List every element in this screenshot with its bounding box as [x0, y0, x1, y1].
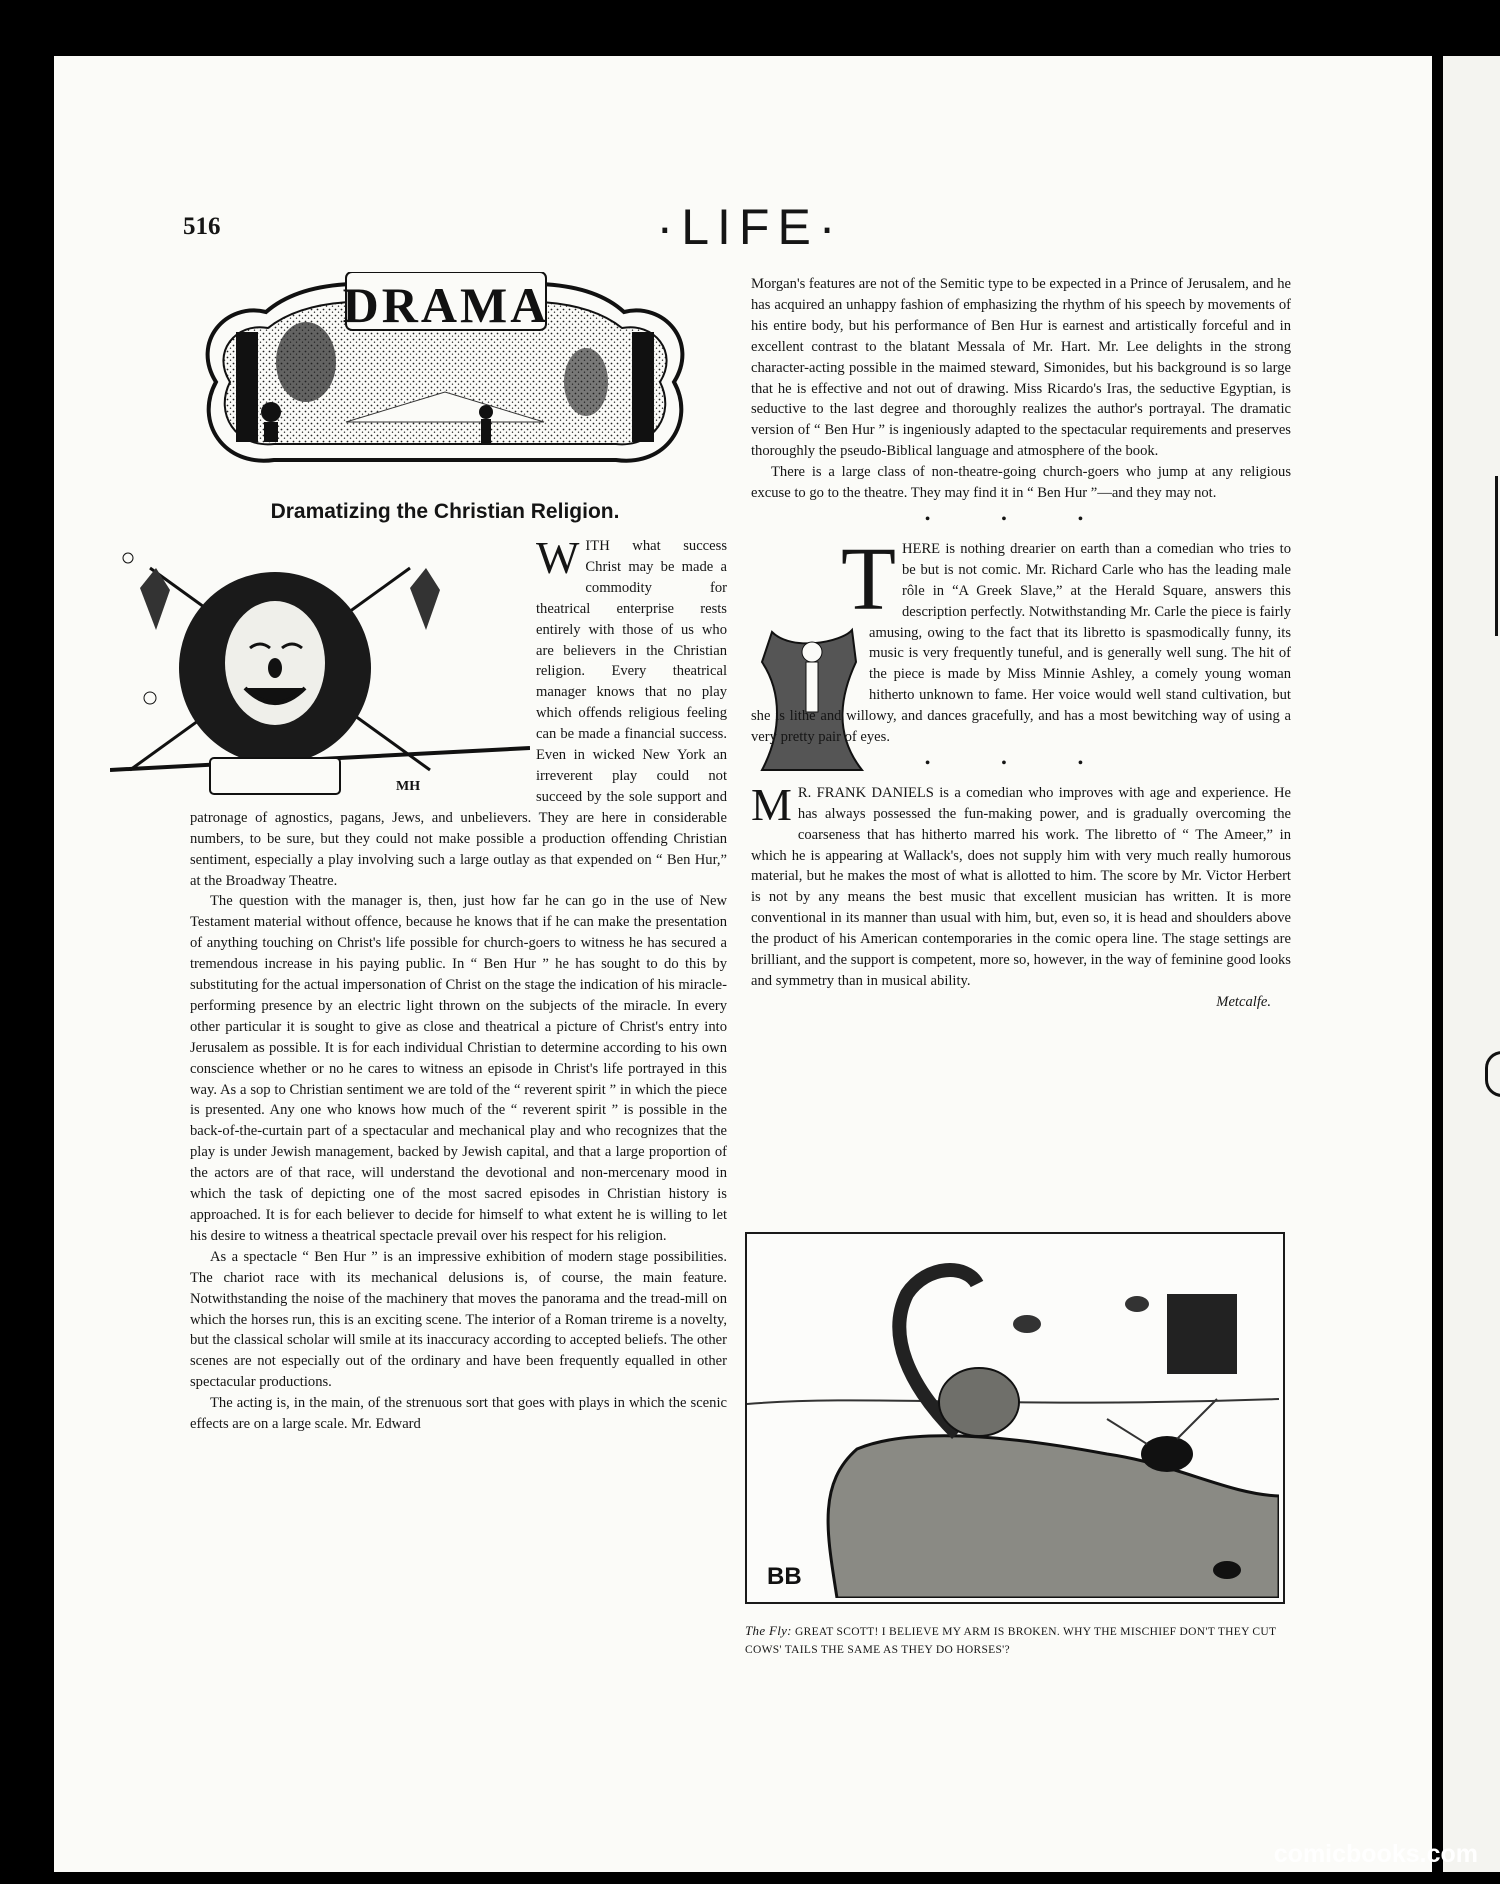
- masthead: ·LIFE·: [656, 199, 844, 255]
- watermark: comicbooks.com: [1273, 1840, 1478, 1868]
- page-number: 516: [183, 213, 221, 240]
- article-paragraph: There is a large class of non-theatre-going church-goers who jump at any religious excuse to go to the theatre. They may find it in “ Ben Hur ”—and they may not.: [751, 464, 1291, 502]
- article-paragraph: As a spectacle “ Ben Hur ” is an impressive exhibition of modern stage possibilities. The chariot race with its mechanical delusions is, of course, the main feature. Notwithstanding the noise of the machinery that moves the panorama and the tread-mill on which the horses run, this is an exciting scene. The interior of a Roman trireme is a novelty, but the classical scholar will smile at its inaccuracy according to accepted beliefs. The other scenes are not especially out of the ordinary and have been frequently equalled in other spectacular productions.: [190, 1248, 727, 1391]
- article-title: Dramatizing the Christian Religion.: [270, 500, 620, 523]
- adjacent-page-mark: [1495, 476, 1500, 636]
- drop-cap: M: [751, 778, 792, 830]
- section-separator: • • •: [925, 755, 1117, 771]
- drama-header-illustration: [196, 272, 694, 474]
- cartoon-drawing: [747, 1234, 1279, 1598]
- cartoon-illustration: [745, 1232, 1285, 1604]
- article-paragraph: The acting is, in the main, of the strenuous sort that goes with plays in which the scenic effects are on a large scale. Mr. Edward: [190, 1395, 727, 1433]
- drop-cap: T: [841, 529, 896, 629]
- section-separator: • • •: [925, 511, 1117, 527]
- cartoon-speaker: The Fly:: [745, 1623, 792, 1638]
- author-signature: Metcalfe.: [1216, 993, 1271, 1010]
- adjacent-page-edge: [1443, 56, 1500, 1872]
- adjacent-page-mark: [1485, 1051, 1500, 1097]
- drop-cap: W: [536, 532, 580, 583]
- article-column-right: [751, 274, 1291, 1013]
- cartoon-caption-text: GREAT SCOTT! I BELIEVE MY ARM IS BROKEN. WHY THE MISCHIEF DON'T THEY CUT COWS' TAILS THE SAME AS THEY DO HORSES'?: [745, 1626, 1277, 1656]
- cartoon-monogram: BB: [767, 1563, 802, 1590]
- article-paragraph: The question with the manager is, then, just how far he can go in the use of New Testament material without offence, because he knows that if he can make the presentation of anything touching on Christ's life possible for church-goers to witness he has secured a tremendous increase in his paying public. In “ Ben Hur ” he has sought to do this by substituting for the actual impersonation of Christ on the stage the indication of his miracle-performing presence by an electric light thrown on the subjects of the miracle. In every other particular it is sought to give as close and theatrical a picture of Christ's entry into Jerusalem as possible. It is for each individual Christian to determine according to his own conscience whether or no he cares to witness an episode in Christ's life portrayed in this way. As a sop to Christian sentiment we are told of the “ reverent spirit ” in which the piece is presented. Any one who knows how much of the “ reverent spirit ” is possible in the back-of-the-curtain part of a spectacular and mechanical play and who recognizes that the play is under Jewish management, backed by Jewish capital, and that a large proportion of the actors are of that race, will understand the devotional and non-mercenary mood in which the task of depicting one of the most sacred episodes in Christian history is approached. It is for each believer to decide for himself to what extent he is willing to let his desire to witness a theatrical spectacle prevail over his respect for his religion.: [190, 893, 727, 1244]
- article-paragraph: THERE is nothing drearier on earth than a comedian who tries to be but is not comic. Mr. Richard Carle who has the leading male rôle in “A Greek Slave,” at the Herald Square, answers this description perfectly. Notwithstanding Mr. Carle the piece is fairly amusing, owing to the fact that its libretto is spasmodically funny, its music is very frequently tuneful, and is generally well sung. The hit of the piece is made by Miss Minnie Ashley, a comely young woman hitherto unknown to fame. Her voice would well stand cultivation, but she is lithe and willowy, and dances gracefully, and has a most bewitching way of using a very pretty pair of eyes.: [751, 529, 1291, 746]
- drama-header-title: DRAMA: [342, 277, 550, 333]
- artist-monogram: MH: [396, 779, 421, 794]
- float-spacer: [190, 536, 536, 798]
- article-paragraph: M R. FRANK DANIELS is a comedian who improves with age and experience. He has always possessed the fun-making power, and is gradually overcoming the coarseness that has hitherto marred his work. The libretto of “ The Ameer,” in which he is appearing at Wallack's, does not supply him with very much really humorous material, but he makes the most of what is allotted to him. The score by Mr. Victor Herbert is not by any means the best music that excellent musician has written. It is more conventional in its manner than usual with him, but, even so, it is head and shoulders above the product of his American contemporaries in the comic opera line. The stage settings are brilliant, and the support is competent, more so, however, in the way of feminine good looks and symmetry than in musical ability.: [751, 778, 1291, 989]
- cartoon-caption: [745, 1622, 1293, 1659]
- article-paragraph: Morgan's features are not of the Semitic type to be expected in a Prince of Jerusalem, and he has acquired an unhappy fashion of emphasizing the rhythm of his speech by movements of his entire body, but his performance of Ben Hur is earnest and artistically forceful and in excellent contrast to the blatant Messala of Mr. Hart. Mr. Lee delights in the strong character-acting possible in the maimed steward, Simonides, but his background is so large that he is effective and not out of drawing. Miss Ricardo's Iras, the seductive Egyptian, is seductive to the last degree and thoroughly realizes the author's portrayal. The dramatic version of “ Ben Hur ” is ingeniously adapted to the spectacular requirements and preserves thoroughly the pseudo-Biblical language and atmosphere of the book.: [751, 276, 1291, 460]
- article-paragraph: WITH what success Christ may be made a commodity for theatrical enterprise rests entirely with those of us who are believers in the Christian religion. Every theatrical manager knows that no play which offends religious feeling can be made a financial success. Even in wicked New York an irreverent play could not succeed by the sole support and patronage of agnostics, pagans, Jews, and unbelievers. They are here in considerable numbers, to be sure, but they could not make possible a production offending Christian sentiment, especially a play involving such a large outlay as that expended on “ Ben Hur,” at the Broadway Theatre.: [190, 532, 727, 889]
- article-column-left: [190, 532, 727, 1435]
